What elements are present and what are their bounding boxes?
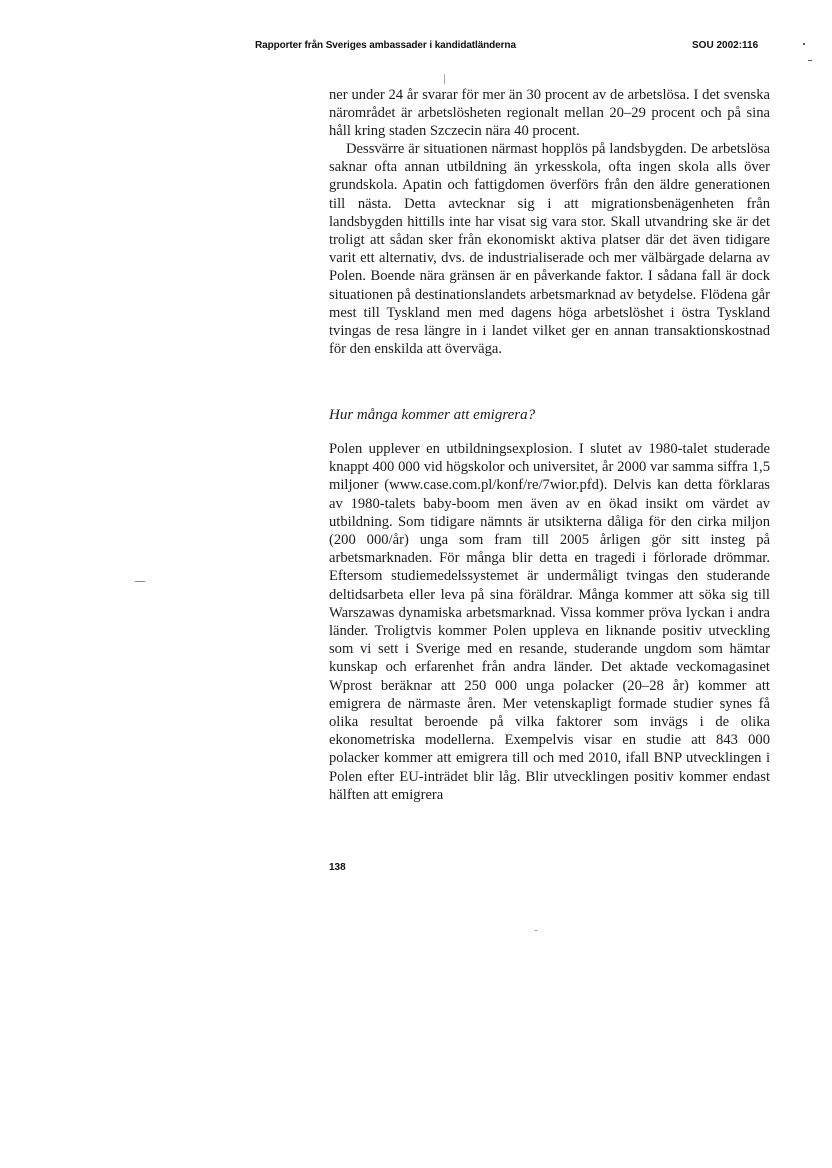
page-number: 138 (329, 862, 346, 873)
paragraph: Polen upplever en utbildningsexplosion. I slutet av 1980-talet studerade knappt 400 000 vid högskolor och universitet, år 2000 var samma siffra 1,5 miljoner (www.case.com.pl/konf/re/7wior.pfd). Delvis kan detta förklaras av 1980-talets baby-boom men även av en ökad insikt om värdet av utbildning. Som tidigare nämnts är utsikterna dåliga för den cirka miljon (200 000/år) unga som fram till 2005 årligen gör sitt insteg på arbetsmarknaden. För många blir detta en tragedi i förlorade drömmar. Eftersom studiemedelssystemet är undermåligt tvingas den studerande deltidsarbeta eller leva på sina föräldrar. Många kommer att söka sig till Warszawas dynamiska arbetsmarknad. Vissa kommer pröva lyckan i andra länder. Troligtvis kommer Polen uppleva en liknande positiv utveckling som vi sett i Sverige med en resande, studerande ungdom som hämtar kunskap och erfarenhet från andra länder. Det aktade veckomagasinet Wprost beräknar att 250 000 unga polacker (20–28 år) kommer att emigrera de närmaste åren. Mer vetenskapligt formade studier synes få olika resultat beroende på vilka faktorer som invägs i de olika ekonometriska modellerna. Exempelvis visar en studie att 843 000 polacker kommer att emigrera till och med 2010, ifall BNP utvecklingen i Polen efter EU-inträdet blir låg. Blir utvecklingen positiv kommer endast hälften att emigrera (329, 441, 770, 803)
scan-speck (444, 74, 445, 84)
running-header-title: Rapporter från Sveriges ambassader i kandidatländerna (255, 40, 516, 51)
section-heading: Hur många kommer att emigrera? (329, 407, 536, 423)
paragraph: ner under 24 år svarar för mer än 30 procent av de arbetslösa. I det svenska närområdet är arbetslösheten regionalt mellan 20–29 procent och på sina håll kring staden Szczecin nära 40 procent. (329, 87, 770, 140)
text-block-1 (329, 86, 770, 141)
scan-speck (808, 60, 812, 61)
scan-speck (803, 43, 805, 45)
scan-speck (135, 581, 145, 582)
scan-speck (535, 930, 537, 931)
paragraph: Dessvärre är situationen närmast hopplös på landsbygden. De arbetslösa saknar ofta annan utbildning än yrkesskola, ofta ingen skola alls över grundskola. Apatin och fattigdomen överförs från den äldre generationen till nästa. Detta avtecknar sig i att migrationsbenägenheten från landsbygden hittills inte har visat sig vara stor. Skall utvandring ske är det troligt att sådan sker från ekonomiskt aktiva platser där det även tidigare varit ett alternativ, dvs. de industrialiserade och mer välbärgade delarna av Polen. Boende nära gränsen är en påverkande faktor. I sådana fall är dock situationen på destinationslandets arbetsmarknad av betydelse. Flödena går mest till Tyskland men med dagens höga arbetslöshet i östra Tyskland tvingas de resa längre in i landet vilket ger en annan transaktionskostnad för den enskilda att överväga. (329, 141, 770, 358)
text-block-3 (329, 440, 770, 804)
text-block-2 (329, 140, 770, 358)
running-header-document-id: SOU 2002:116 (692, 40, 759, 51)
